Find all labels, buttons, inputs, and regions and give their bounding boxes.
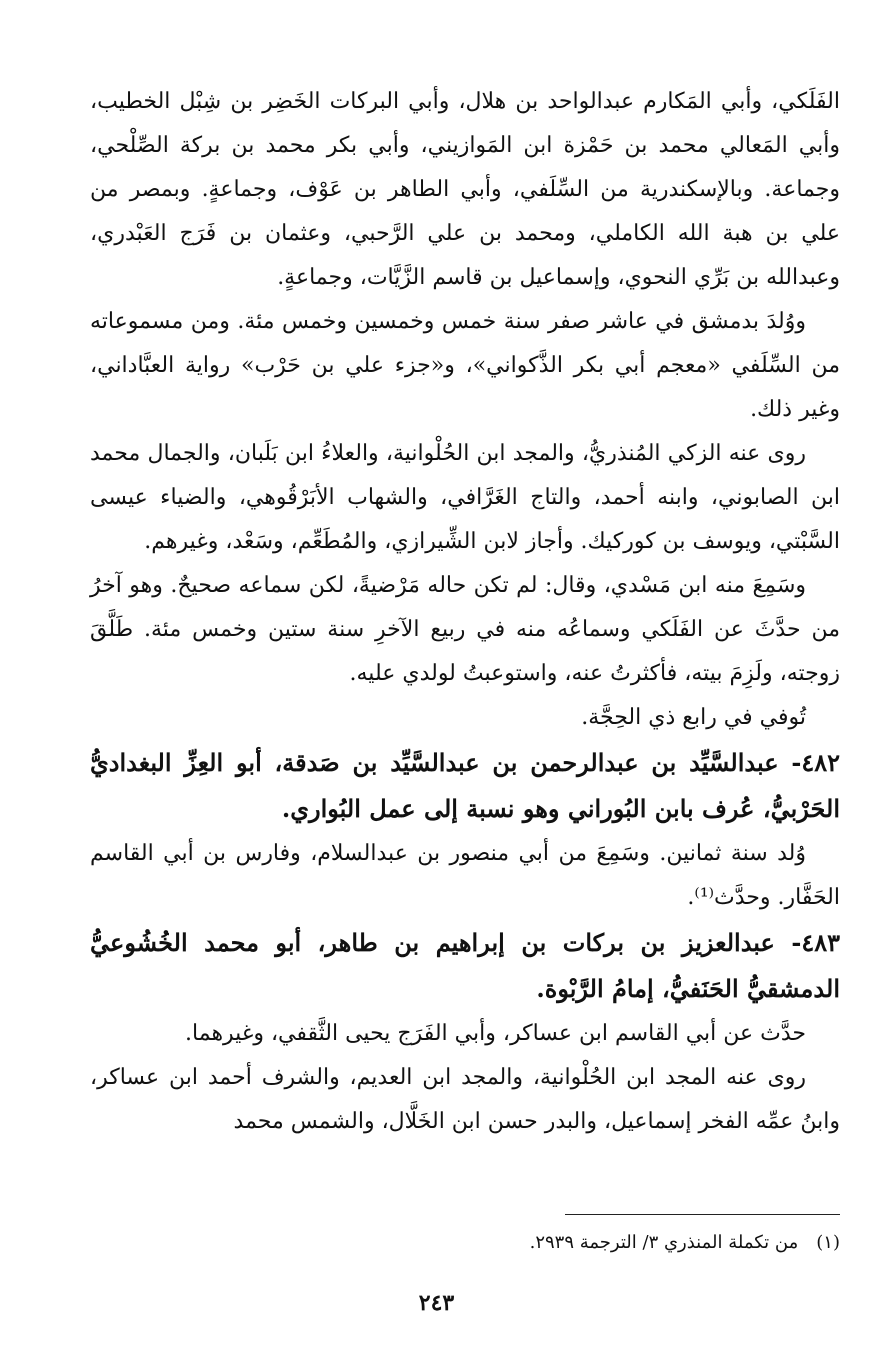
entry-heading-482: ٤٨٢- عبدالسَّيِّد بن عبدالرحمن بن عبدالسَّيِّد بن صَدقة، أبو العِزِّ البغداديُّ الحَرْبيُّ، عُرف بابن البُوراني وهو نسبة إلى عمل البُواري. — [90, 748, 840, 823]
main-text — [90, 80, 840, 1144]
page-number: ٢٤٣ — [418, 1290, 455, 1316]
paragraph-birth: ووُلدَ بدمشق في عاشر صفر سنة خمس وخمسين وخمس مئة. ومن مسموعاته من السِّلَفي «معجم أبي بكر الذَّكواني»، و«جزء علي بن حَرْب» رواية العبَّاداني، وغير ذلك. — [90, 309, 840, 422]
paragraph-narrators: روى عنه الزكي المُنذريُّ، والمجد ابن الحُلْوانية، والعلاءُ ابن بَلَبان، والجمال محمد ابن الصابوني، وابنه أحمد، والتاج الغَرَّافي، والشهاب الأبَرْقُوهي، والضياء عيسى السَّبْتي، ويوسف بن كوركيك. وأجاز لابن الشِّيرازي، والمُطَعِّم، وسَعْد، وغيرهم. — [90, 441, 840, 554]
footnote — [90, 1228, 840, 1258]
footnote-divider — [565, 1214, 840, 1215]
footnote-text: من تكملة المنذري ٣/ الترجمة ٢٩٣٩. — [529, 1232, 799, 1253]
paragraph-ibn-masdi: وسَمِعَ منه ابن مَسْدي، وقال: لم تكن حاله مَرْضيةً، لكن سماعه صحيحٌ. وهو آخرُ من حدَّثَ عن الفَلَكي وسماعُه منه في ربيع الآخرِ سنة ستين وخمس مئة. طَلَّقَ زوجته، ولَزِمَ بيته، فأكثرتُ عنه، واستوعبتُ لولدي عليه. — [90, 573, 840, 686]
footnote-number: (١) — [816, 1232, 840, 1253]
entry-heading-483: ٤٨٣- عبدالعزيز بن بركات بن إبراهيم بن طاهر، أبو محمد الخُشُوعيُّ الدمشقيُّ الحَنَفيُّ، إمامُ الرَّبْوة. — [90, 928, 840, 1003]
paragraph-teachers: الفَلَكي، وأبي المَكارم عبدالواحد بن هلال، وأبي البركات الخَضِر بن شِبْل الخطيب، وأبي المَعالي محمد بن حَمْزة ابن المَوازيني، وأبي بكر محمد بن بركة الصِّلْحي، وجماعة. وبالإسكندرية من السِّلَفي، وأبي الطاهر بن عَوْف، وجماعةٍ. وبمصر من علي بن هبة الله الكاملي، ومحمد بن علي الرَّحبي، وعثمان بن فَرَج العَبْدري، وعبدالله بن بَرِّي النحوي، وإسماعيل بن قاسم الزَّيَّات، وجماعةٍ. — [90, 89, 840, 290]
paragraph-483-heard: حدَّث عن أبي القاسم ابن عساكر، وأبي الفَرَج يحيى الثَّقفي، وغيرهما. — [185, 1021, 806, 1046]
paragraph-death: تُوفي في رابع ذي الحِجَّة. — [581, 705, 806, 730]
paragraph-483-narrators: روى عنه المجد ابن الحُلْوانية، والمجد ابن العديم، والشرف أحمد ابن عساكر، وابنُ عمِّه الفخر إسماعيل، والبدر حسن ابن الخَلَّال، والشمس محمد — [90, 1065, 840, 1134]
paragraph-482-body: وُلد سنة ثمانين. وسَمِعَ من أبي منصور بن عبدالسلام، وفارس بن أبي القاسم الحَفَّار. وحدَّث⁽¹⁾. — [90, 841, 840, 910]
